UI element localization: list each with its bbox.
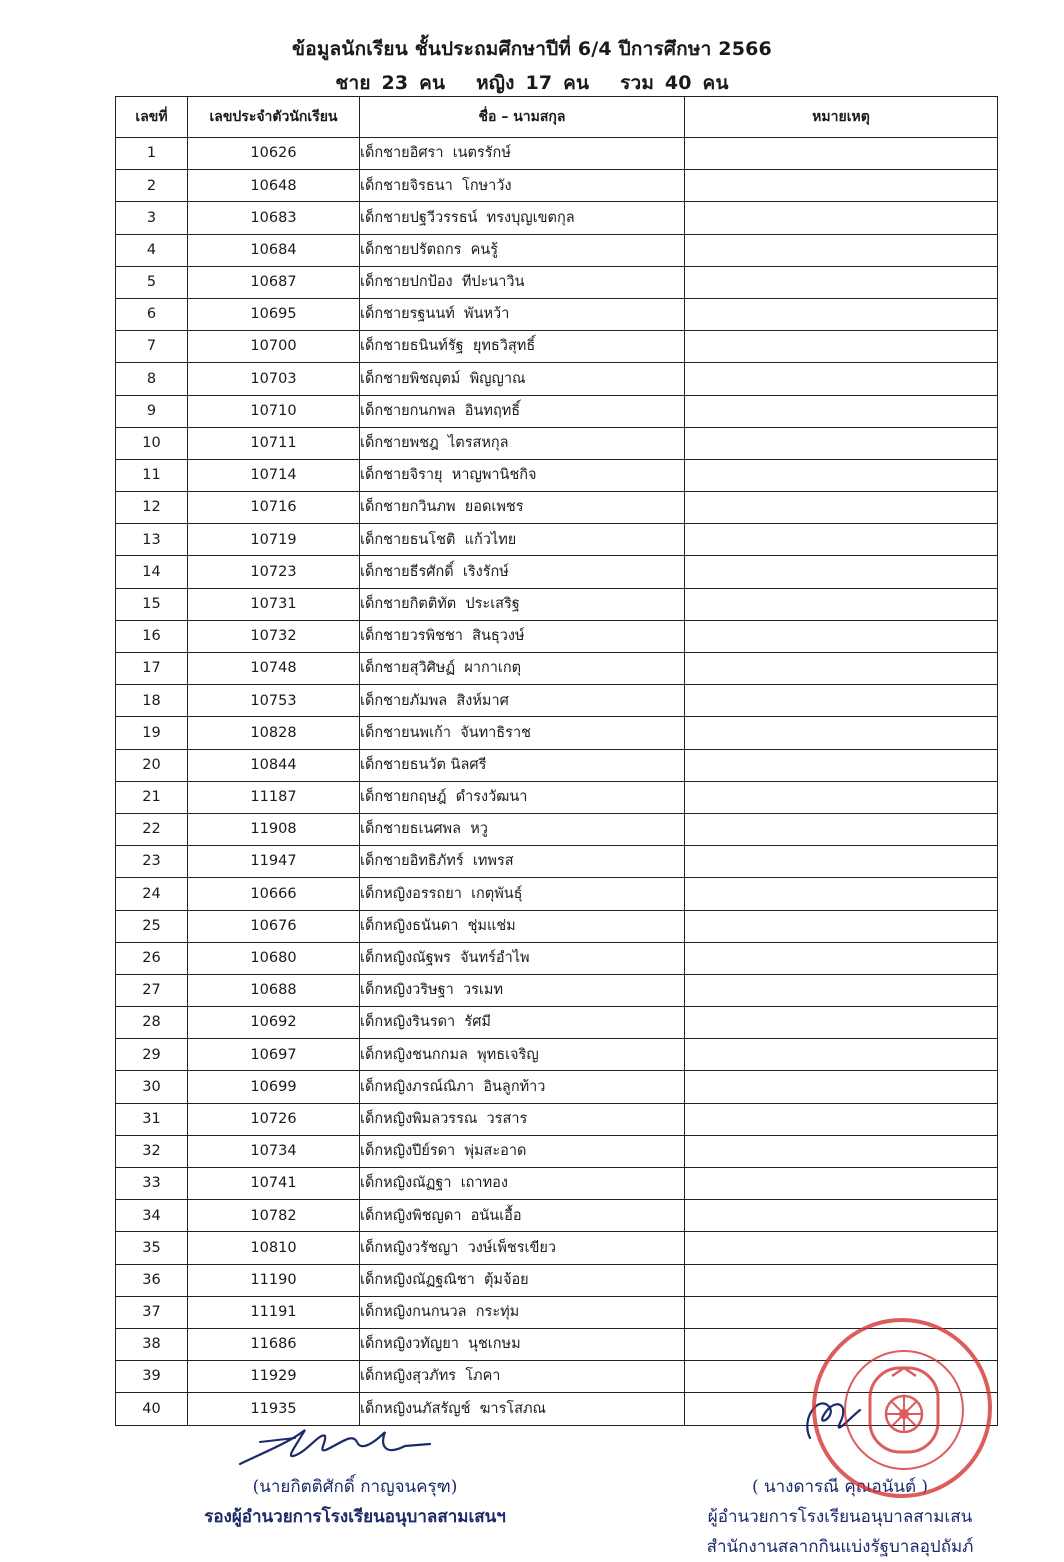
student-name: เด็กหญิงสุวภัทร โภคา xyxy=(360,1361,685,1393)
row-number: 19 xyxy=(116,717,188,749)
table-row xyxy=(116,653,998,685)
student-name: เด็กชายอิทธิภัทร์ เทพรส xyxy=(360,846,685,878)
row-number: 12 xyxy=(116,492,188,524)
table-row xyxy=(116,1168,998,1200)
student-name: เด็กหญิงปีย์รดา พุ่มสะอาด xyxy=(360,1135,685,1167)
table-row xyxy=(116,202,998,234)
student-id: 10732 xyxy=(188,620,360,652)
row-number: 8 xyxy=(116,363,188,395)
remark xyxy=(685,942,998,974)
male-count: ชาย 23 คน xyxy=(335,72,446,94)
student-name: เด็กชายจิรายุ หาญพานิชกิจ xyxy=(360,459,685,491)
table-row xyxy=(116,846,998,878)
table-row xyxy=(116,1039,998,1071)
row-number: 36 xyxy=(116,1264,188,1296)
student-id: 10719 xyxy=(188,524,360,556)
student-id: 11187 xyxy=(188,781,360,813)
remark xyxy=(685,1296,998,1328)
remark xyxy=(685,331,998,363)
table-row xyxy=(116,942,998,974)
remark xyxy=(685,202,998,234)
remark xyxy=(685,1135,998,1167)
row-number: 26 xyxy=(116,942,188,974)
table-row xyxy=(116,138,998,170)
remark xyxy=(685,1103,998,1135)
row-number: 13 xyxy=(116,524,188,556)
student-name: เด็กหญิงนภัสรัญช์ ฆารโสภณ xyxy=(360,1393,685,1425)
row-number: 25 xyxy=(116,910,188,942)
student-name: เด็กชายปรัตถกร คนรู้ xyxy=(360,234,685,266)
remark xyxy=(685,492,998,524)
row-number: 10 xyxy=(116,427,188,459)
remark xyxy=(685,1264,998,1296)
row-number: 39 xyxy=(116,1361,188,1393)
remark xyxy=(685,1007,998,1039)
row-number: 30 xyxy=(116,1071,188,1103)
remark xyxy=(685,234,998,266)
student-id: 10710 xyxy=(188,395,360,427)
remark xyxy=(685,878,998,910)
table-row xyxy=(116,170,998,202)
row-number: 7 xyxy=(116,331,188,363)
student-name: เด็กหญิงวริษฐา วรเมท xyxy=(360,974,685,1006)
row-number: 21 xyxy=(116,781,188,813)
student-name: เด็กชายธนโชติ แก้วไทย xyxy=(360,524,685,556)
table-row xyxy=(116,1296,998,1328)
table-row xyxy=(116,1071,998,1103)
row-number: 31 xyxy=(116,1103,188,1135)
student-id: 10741 xyxy=(188,1168,360,1200)
remark xyxy=(685,588,998,620)
student-name: เด็กชายธนินท์รัฐ ยุทธวิสุทธิ์ xyxy=(360,331,685,363)
remark xyxy=(685,427,998,459)
right-signatory-position: ผู้อำนวยการโรงเรียนอนุบาลสามเสน xyxy=(707,1507,973,1527)
student-id: 10723 xyxy=(188,556,360,588)
header-student-id: เลขประจำตัวนักเรียน xyxy=(188,97,360,138)
row-number: 2 xyxy=(116,170,188,202)
student-id: 10703 xyxy=(188,363,360,395)
remark xyxy=(685,781,998,813)
student-name: เด็กชายธเนศพล หวู xyxy=(360,813,685,845)
student-name: เด็กหญิงณัฏฐา เถาทอง xyxy=(360,1168,685,1200)
row-number: 34 xyxy=(116,1200,188,1232)
remark xyxy=(685,749,998,781)
student-id: 11190 xyxy=(188,1264,360,1296)
remark xyxy=(685,363,998,395)
row-number: 28 xyxy=(116,1007,188,1039)
table-row xyxy=(116,524,998,556)
student-id: 11947 xyxy=(188,846,360,878)
student-id: 11935 xyxy=(188,1393,360,1425)
document-title: ข้อมูลนักเรียน ชั้นประถมศึกษาปีที่ 6/4 ปีการศึกษา 2566 xyxy=(292,38,772,60)
student-id: 10726 xyxy=(188,1103,360,1135)
student-name: เด็กชายอิศรา เนตรรักษ์ xyxy=(360,138,685,170)
student-id: 10680 xyxy=(188,942,360,974)
student-id: 10711 xyxy=(188,427,360,459)
remark xyxy=(685,1039,998,1071)
table-row xyxy=(116,910,998,942)
student-name: เด็กหญิงพิมลวรรณ วรสาร xyxy=(360,1103,685,1135)
student-id: 11929 xyxy=(188,1361,360,1393)
student-count-summary xyxy=(0,68,1064,98)
remark xyxy=(685,1168,998,1200)
student-id: 10699 xyxy=(188,1071,360,1103)
remark xyxy=(685,1200,998,1232)
row-number: 40 xyxy=(116,1393,188,1425)
table-row xyxy=(116,1135,998,1167)
row-number: 27 xyxy=(116,974,188,1006)
row-number: 3 xyxy=(116,202,188,234)
table-row xyxy=(116,298,998,330)
right-signatory-name: ( นางดารณี คุณอนันต์ ) xyxy=(751,1477,929,1497)
remark xyxy=(685,910,998,942)
table-row xyxy=(116,620,998,652)
row-number: 9 xyxy=(116,395,188,427)
row-number: 15 xyxy=(116,588,188,620)
student-name: เด็กชายรฐนนท์ พันหว้า xyxy=(360,298,685,330)
student-id: 10688 xyxy=(188,974,360,1006)
student-name: เด็กชายปฐวีวรรธน์ ทรงบุญเขตกุล xyxy=(360,202,685,234)
student-id: 10676 xyxy=(188,910,360,942)
remark xyxy=(685,138,998,170)
row-number: 29 xyxy=(116,1039,188,1071)
student-id: 10716 xyxy=(188,492,360,524)
student-id: 10782 xyxy=(188,1200,360,1232)
table-row xyxy=(116,749,998,781)
student-name: เด็กชายกฤษฎ์ ดำรงวัฒนา xyxy=(360,781,685,813)
student-name: เด็กชายกนกพล อินทฤทธิ์ xyxy=(360,395,685,427)
table-row xyxy=(116,266,998,298)
table-row xyxy=(116,974,998,1006)
student-name: เด็กชายพิชญุตม์ พิญญาณ xyxy=(360,363,685,395)
row-number: 32 xyxy=(116,1135,188,1167)
student-id: 10828 xyxy=(188,717,360,749)
student-id: 10731 xyxy=(188,588,360,620)
right-signatory-organization: สำนักงานสลากกินแบ่งรัฐบาลอุปถัมภ์ xyxy=(706,1537,974,1557)
table-row xyxy=(116,459,998,491)
row-number: 35 xyxy=(116,1232,188,1264)
student-id: 11686 xyxy=(188,1328,360,1360)
student-id: 10734 xyxy=(188,1135,360,1167)
remark xyxy=(685,1232,998,1264)
student-name: เด็กหญิงณัฏฐณิชา ตุ้มจ้อย xyxy=(360,1264,685,1296)
row-number: 16 xyxy=(116,620,188,652)
row-number: 18 xyxy=(116,685,188,717)
row-number: 20 xyxy=(116,749,188,781)
row-number: 33 xyxy=(116,1168,188,1200)
student-name: เด็กชายจิรธนา โกษาวัง xyxy=(360,170,685,202)
student-id: 10700 xyxy=(188,331,360,363)
table-row xyxy=(116,492,998,524)
row-number: 22 xyxy=(116,813,188,845)
student-name: เด็กหญิงกนกนวล กระทุ่ม xyxy=(360,1296,685,1328)
student-name: เด็กหญิงวทัญยา นุชเกษม xyxy=(360,1328,685,1360)
table-row xyxy=(116,588,998,620)
remark xyxy=(685,524,998,556)
student-id: 10753 xyxy=(188,685,360,717)
table-row xyxy=(116,1103,998,1135)
student-id: 11908 xyxy=(188,813,360,845)
table-row xyxy=(116,331,998,363)
remark xyxy=(685,298,998,330)
remark xyxy=(685,653,998,685)
table-row xyxy=(116,427,998,459)
student-id: 10810 xyxy=(188,1232,360,1264)
student-name: เด็กชายกิตติทัต ประเสริฐ xyxy=(360,588,685,620)
header-remark: หมายเหตุ xyxy=(685,97,998,138)
row-number: 11 xyxy=(116,459,188,491)
remark xyxy=(685,685,998,717)
table-row xyxy=(116,556,998,588)
total-count: รวม 40 คน xyxy=(620,72,729,94)
student-name: เด็กหญิงชนกกมล พุทธเจริญ xyxy=(360,1039,685,1071)
remark xyxy=(685,395,998,427)
student-name: เด็กหญิงรินรดา รัศมี xyxy=(360,1007,685,1039)
table-row xyxy=(116,1232,998,1264)
student-id: 10748 xyxy=(188,653,360,685)
remark xyxy=(685,974,998,1006)
table-header-row xyxy=(116,97,998,138)
table-row xyxy=(116,685,998,717)
student-name: เด็กหญิงวรัชญา วงษ์เพ็ชรเขียว xyxy=(360,1232,685,1264)
remark xyxy=(685,620,998,652)
row-number: 38 xyxy=(116,1328,188,1360)
remark xyxy=(685,170,998,202)
remark xyxy=(685,846,998,878)
table-row xyxy=(116,234,998,266)
left-signatory-name: (นายกิตติศักดิ์ กาญจนครุฑ) xyxy=(252,1477,458,1497)
row-number: 23 xyxy=(116,846,188,878)
student-name: เด็กชายกวินภพ ยอดเพชร xyxy=(360,492,685,524)
remark xyxy=(685,459,998,491)
remark xyxy=(685,1071,998,1103)
student-id: 10844 xyxy=(188,749,360,781)
table-row xyxy=(116,813,998,845)
student-name: เด็กหญิงณัฐพร จันทร์อำไพ xyxy=(360,942,685,974)
table-row xyxy=(116,781,998,813)
student-id: 10697 xyxy=(188,1039,360,1071)
remark xyxy=(685,556,998,588)
school-official-stamp xyxy=(812,1318,992,1498)
female-count: หญิง 17 คน xyxy=(476,72,590,94)
left-signatory-position: รองผู้อำนวยการโรงเรียนอนุบาลสามเสนฯ xyxy=(204,1507,506,1527)
table-row xyxy=(116,395,998,427)
student-name: เด็กชายปกป้อง ทีปะนาวิน xyxy=(360,266,685,298)
student-id: 10683 xyxy=(188,202,360,234)
left-signature-block xyxy=(175,1420,535,1532)
student-id: 10714 xyxy=(188,459,360,491)
row-number: 17 xyxy=(116,653,188,685)
stamp-emblem-icon xyxy=(862,1362,946,1458)
row-number: 24 xyxy=(116,878,188,910)
student-id: 11191 xyxy=(188,1296,360,1328)
table-row xyxy=(116,1007,998,1039)
student-name: เด็กหญิงอรรถยา เกตุพันธุ์ xyxy=(360,878,685,910)
student-id: 10648 xyxy=(188,170,360,202)
student-name: เด็กชายนพเก้า จันทาธิราช xyxy=(360,717,685,749)
student-id: 10695 xyxy=(188,298,360,330)
remark xyxy=(685,717,998,749)
remark xyxy=(685,266,998,298)
table-row xyxy=(116,1264,998,1296)
row-number: 14 xyxy=(116,556,188,588)
row-number: 37 xyxy=(116,1296,188,1328)
student-id: 10626 xyxy=(188,138,360,170)
table-row xyxy=(116,1200,998,1232)
table-row xyxy=(116,363,998,395)
table-row xyxy=(116,717,998,749)
remark xyxy=(685,813,998,845)
student-name: เด็กชายพชฎ ไตรสหกุล xyxy=(360,427,685,459)
student-id: 10687 xyxy=(188,266,360,298)
student-name: เด็กชายธีรศักดิ์ เริงรักษ์ xyxy=(360,556,685,588)
student-id: 10666 xyxy=(188,878,360,910)
row-number: 5 xyxy=(116,266,188,298)
student-name: เด็กหญิงธนันดา ชุ่มแช่ม xyxy=(360,910,685,942)
row-number: 6 xyxy=(116,298,188,330)
student-name: เด็กชายสุวิศิษฏ์ ผากาเกตุ xyxy=(360,653,685,685)
student-id: 10692 xyxy=(188,1007,360,1039)
student-roster-table xyxy=(115,96,998,1426)
student-name: เด็กชายภัมพล สิงห์มาศ xyxy=(360,685,685,717)
student-name: เด็กชายวรพิชชา สินธุวงษ์ xyxy=(360,620,685,652)
student-id: 10684 xyxy=(188,234,360,266)
row-number: 4 xyxy=(116,234,188,266)
roster-body xyxy=(116,138,998,1426)
header-full-name: ชื่อ – นามสกุล xyxy=(360,97,685,138)
student-name: เด็กหญิงภรณ์ณิภา อินลูกท้าว xyxy=(360,1071,685,1103)
header-number: เลขที่ xyxy=(116,97,188,138)
row-number: 1 xyxy=(116,138,188,170)
student-name: เด็กหญิงพิชญดา อนันเอื้อ xyxy=(360,1200,685,1232)
table-row xyxy=(116,878,998,910)
student-name: เด็กชายธนวัต นิลศรี xyxy=(360,749,685,781)
